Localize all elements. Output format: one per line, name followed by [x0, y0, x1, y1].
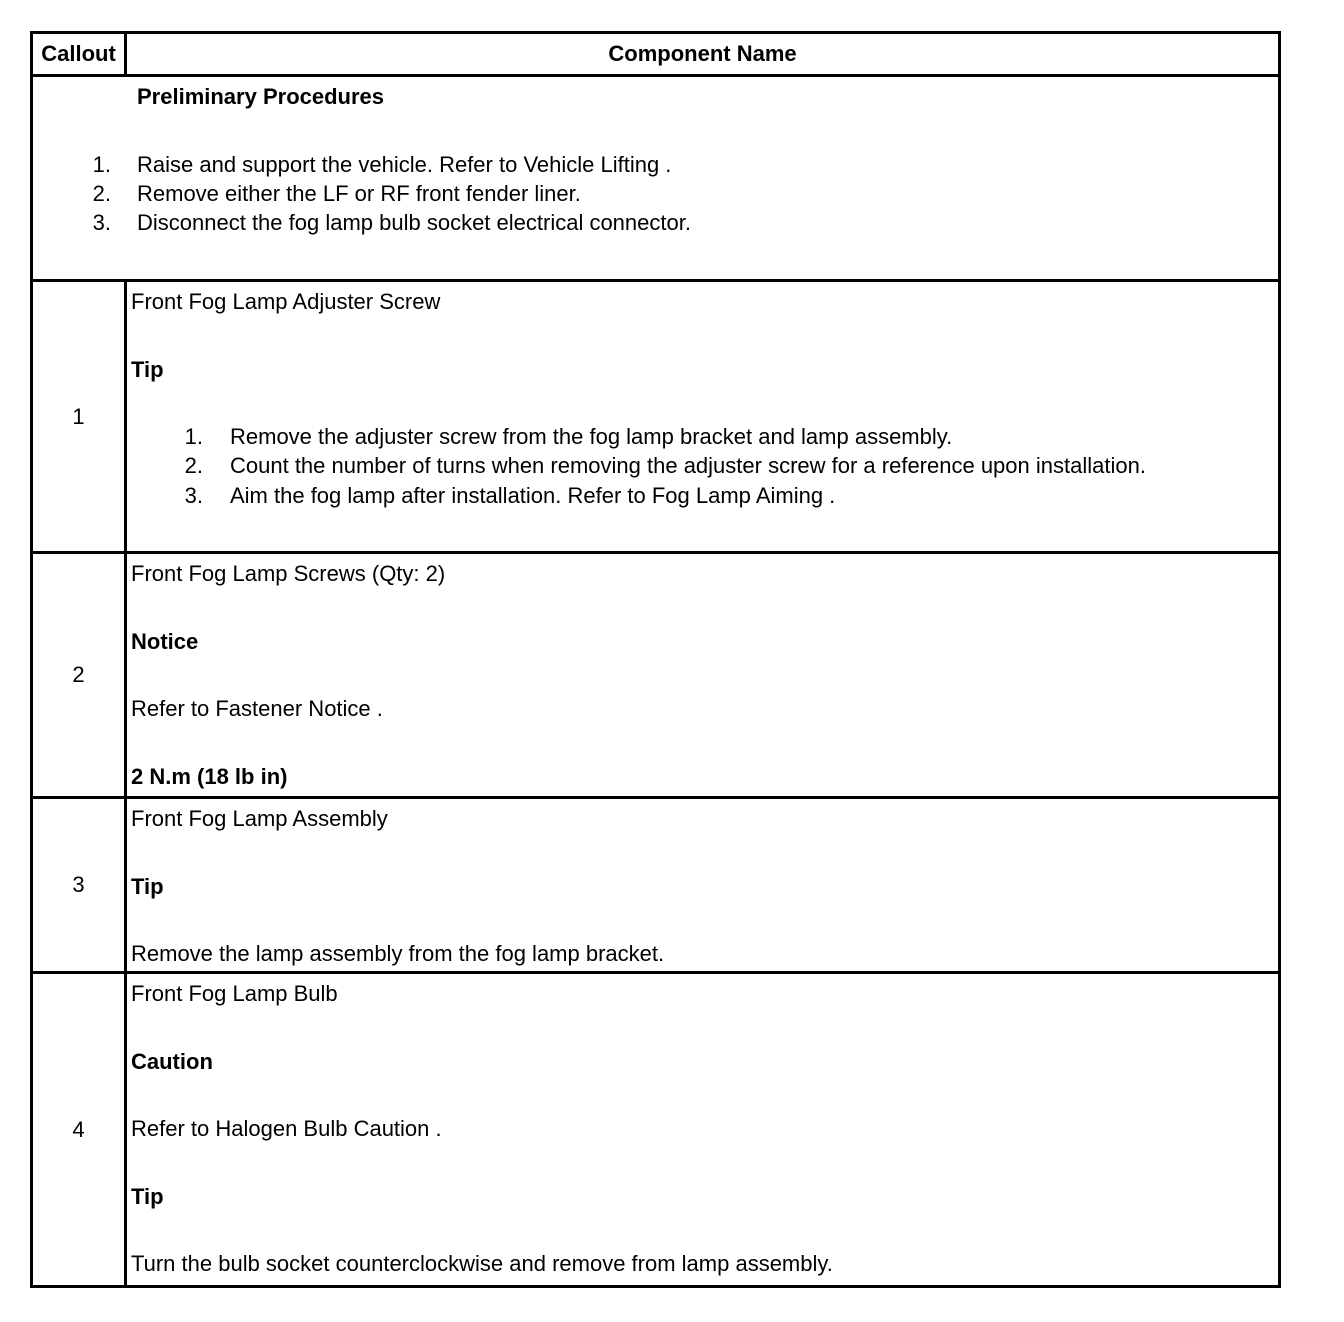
- tip-label: Tip: [131, 1184, 164, 1209]
- tip-label: Tip: [131, 874, 164, 899]
- tip-step-text: Remove the adjuster screw from the fog lamp bracket and lamp assembly.: [230, 424, 953, 449]
- table-row: [33, 796, 1278, 971]
- table-row: [33, 279, 1278, 551]
- component-cell: [127, 554, 1278, 796]
- preliminary-callout-cell: [33, 77, 127, 279]
- callout-header: Callout: [33, 34, 127, 74]
- callout-number: 4: [33, 974, 127, 1285]
- preliminary-cell: [92, 77, 1278, 279]
- preliminary-step-text: Raise and support the vehicle. Refer to Vehicle Lifting .: [137, 152, 672, 177]
- tip-step-number: 1.: [184, 424, 203, 449]
- component-cell: [127, 974, 1278, 1285]
- component-name: Front Fog Lamp Adjuster Screw: [131, 289, 441, 314]
- tip-step-number: 3.: [184, 483, 203, 508]
- callout-number: 2: [33, 554, 127, 796]
- table-row: [33, 551, 1278, 796]
- caution-label: Caution: [131, 1049, 213, 1074]
- component-cell: [127, 282, 1278, 551]
- tip-step-text: Aim the fog lamp after installation. Refer to Fog Lamp Aiming .: [230, 483, 836, 508]
- tip-step-text: Count the number of turns when removing the adjuster screw for a reference upon installation.: [230, 453, 1146, 478]
- preliminary-title: Preliminary Procedures: [137, 84, 385, 109]
- table-row: [33, 971, 1278, 1285]
- preliminary-step-number: 1.: [92, 152, 111, 177]
- preliminary-step-text: Disconnect the fog lamp bulb socket electrical connector.: [137, 210, 691, 235]
- notice-text: Refer to Fastener Notice .: [131, 696, 383, 721]
- preliminary-step-number: 3.: [92, 210, 111, 235]
- tip-text: Remove the lamp assembly from the fog lamp bracket.: [131, 941, 665, 966]
- torque-spec: 2 N.m (18 lb in): [131, 764, 288, 789]
- component-name: Front Fog Lamp Assembly: [131, 806, 388, 831]
- table-header-row: [33, 34, 1278, 74]
- preliminary-step-number: 2.: [92, 181, 111, 206]
- procedure-table: [30, 31, 1281, 1288]
- tip-label: Tip: [131, 357, 164, 382]
- preliminary-row: [33, 74, 1278, 279]
- tip-text: Turn the bulb socket counterclockwise and remove from lamp assembly.: [131, 1251, 833, 1276]
- component-name: Front Fog Lamp Screws (Qty: 2): [131, 561, 446, 586]
- preliminary-step-text: Remove either the LF or RF front fender liner.: [137, 181, 581, 206]
- caution-text: Refer to Halogen Bulb Caution .: [131, 1116, 442, 1141]
- notice-label: Notice: [131, 629, 199, 654]
- tip-step-number: 2.: [184, 453, 203, 478]
- component-cell: [127, 799, 1278, 971]
- component-name-header: Component Name: [608, 41, 797, 66]
- callout-number: 1: [33, 282, 127, 551]
- callout-number: 3: [33, 799, 127, 971]
- component-name: Front Fog Lamp Bulb: [131, 981, 338, 1006]
